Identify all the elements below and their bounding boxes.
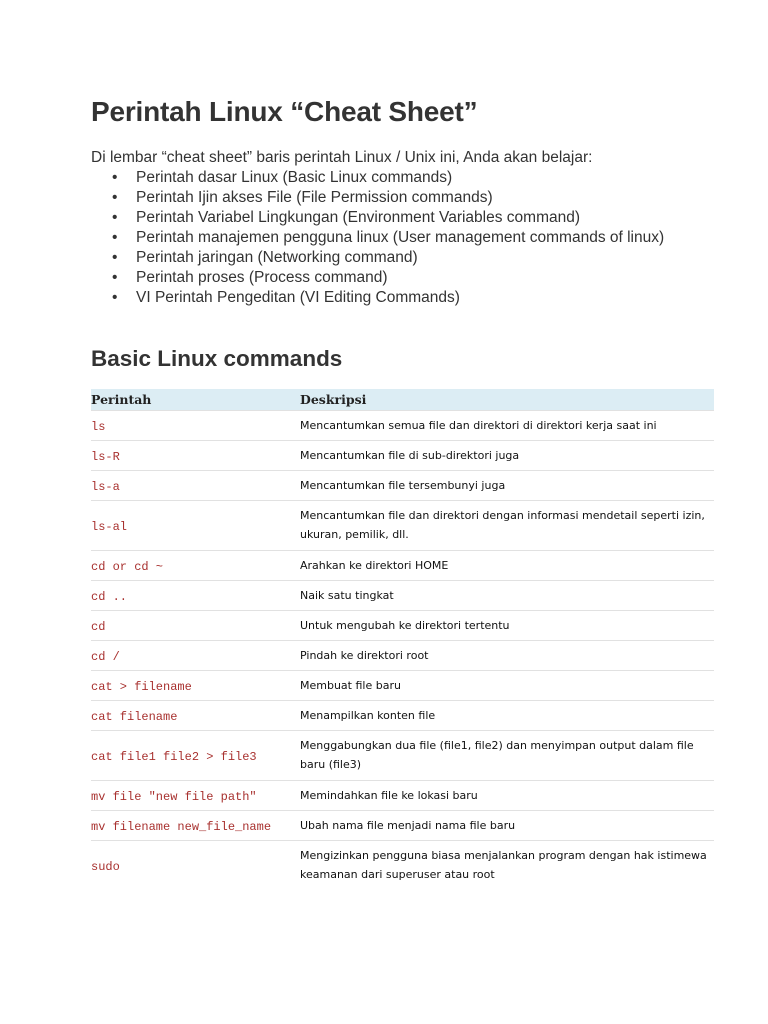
description-cell: Mencantumkan file di sub-direktori juga: [300, 440, 714, 470]
description-cell: Mengizinkan pengguna biasa menjalankan program dengan hak istimewa keamanan dari superuser atau root: [300, 840, 714, 890]
list-item-label: VI Perintah Pengeditan (VI Editing Commands): [136, 289, 460, 306]
table-row: [91, 810, 714, 840]
command-cell: ls-al: [91, 500, 300, 550]
command-cell: ls-a: [91, 470, 300, 500]
table-row: [91, 840, 714, 890]
bullet-icon: •: [112, 169, 118, 186]
description-cell: Ubah nama file menjadi nama file baru: [300, 810, 714, 840]
table-row: [91, 730, 714, 780]
list-item: [112, 268, 672, 288]
list-item: [112, 288, 672, 308]
page-title: Perintah Linux “Cheat Sheet”: [91, 96, 478, 127]
command-cell: cd: [91, 610, 300, 640]
document-page: [91, 96, 714, 890]
table-row: [91, 670, 714, 700]
description-cell: Naik satu tingkat: [300, 580, 714, 610]
list-item: [112, 208, 672, 228]
table-row: [91, 500, 714, 550]
table-row: [91, 580, 714, 610]
command-cell: cat file1 file2 > file3: [91, 730, 300, 780]
description-cell: Mencantumkan semua file dan direktori di direktori kerja saat ini: [300, 410, 714, 440]
bullet-icon: •: [112, 209, 118, 226]
command-cell: cat > filename: [91, 670, 300, 700]
list-item: [112, 168, 672, 188]
column-header-command: Perintah: [91, 389, 300, 410]
table-row: [91, 470, 714, 500]
topic-list: [112, 168, 672, 308]
commands-table: [91, 389, 714, 890]
list-item-label: Perintah Ijin akses File (File Permission commands): [136, 189, 493, 206]
command-cell: ls: [91, 410, 300, 440]
description-cell: Arahkan ke direktori HOME: [300, 550, 714, 580]
table-row: [91, 410, 714, 440]
list-item-label: Perintah dasar Linux (Basic Linux commands): [136, 169, 453, 186]
description-cell: Menampilkan konten file: [300, 700, 714, 730]
list-item-label: Perintah Variabel Lingkungan (Environment Variables command): [136, 209, 580, 226]
table-row: [91, 440, 714, 470]
intro-text: Di lembar “cheat sheet” baris perintah Linux / Unix ini, Anda akan belajar:: [91, 149, 593, 166]
table-header-row: [91, 389, 714, 410]
description-cell: Mencantumkan file tersembunyi juga: [300, 470, 714, 500]
description-cell: Mencantumkan file dan direktori dengan informasi mendetail seperti izin, ukuran, pemilik, dll.: [300, 500, 714, 550]
table-row: [91, 640, 714, 670]
description-cell: Membuat file baru: [300, 670, 714, 700]
table-row: [91, 550, 714, 580]
list-item-label: Perintah manajemen pengguna linux (User management commands of linux): [136, 229, 665, 246]
bullet-icon: •: [112, 249, 118, 266]
table-row: [91, 780, 714, 810]
command-cell: mv file "new file path": [91, 780, 300, 810]
command-cell: sudo: [91, 840, 300, 890]
command-cell: mv filename new_file_name: [91, 810, 300, 840]
table-row: [91, 610, 714, 640]
list-item-label: Perintah jaringan (Networking command): [136, 249, 418, 266]
list-item-label: Perintah proses (Process command): [136, 269, 388, 286]
command-cell: cat filename: [91, 700, 300, 730]
description-cell: Untuk mengubah ke direktori tertentu: [300, 610, 714, 640]
command-cell: cd or cd ~: [91, 550, 300, 580]
column-header-description: Deskripsi: [300, 389, 714, 410]
bullet-icon: •: [112, 289, 118, 306]
bullet-icon: •: [112, 229, 118, 246]
bullet-icon: •: [112, 269, 118, 286]
description-cell: Memindahkan file ke lokasi baru: [300, 780, 714, 810]
bullet-icon: •: [112, 189, 118, 206]
list-item: [112, 248, 672, 268]
command-cell: ls-R: [91, 440, 300, 470]
description-cell: Menggabungkan dua file (file1, file2) dan menyimpan output dalam file baru (file3): [300, 730, 714, 780]
description-cell: Pindah ke direktori root: [300, 640, 714, 670]
list-item: [112, 188, 672, 208]
section-title: Basic Linux commands: [91, 346, 343, 371]
list-item: [112, 228, 672, 248]
table-row: [91, 700, 714, 730]
command-cell: cd ..: [91, 580, 300, 610]
command-cell: cd /: [91, 640, 300, 670]
